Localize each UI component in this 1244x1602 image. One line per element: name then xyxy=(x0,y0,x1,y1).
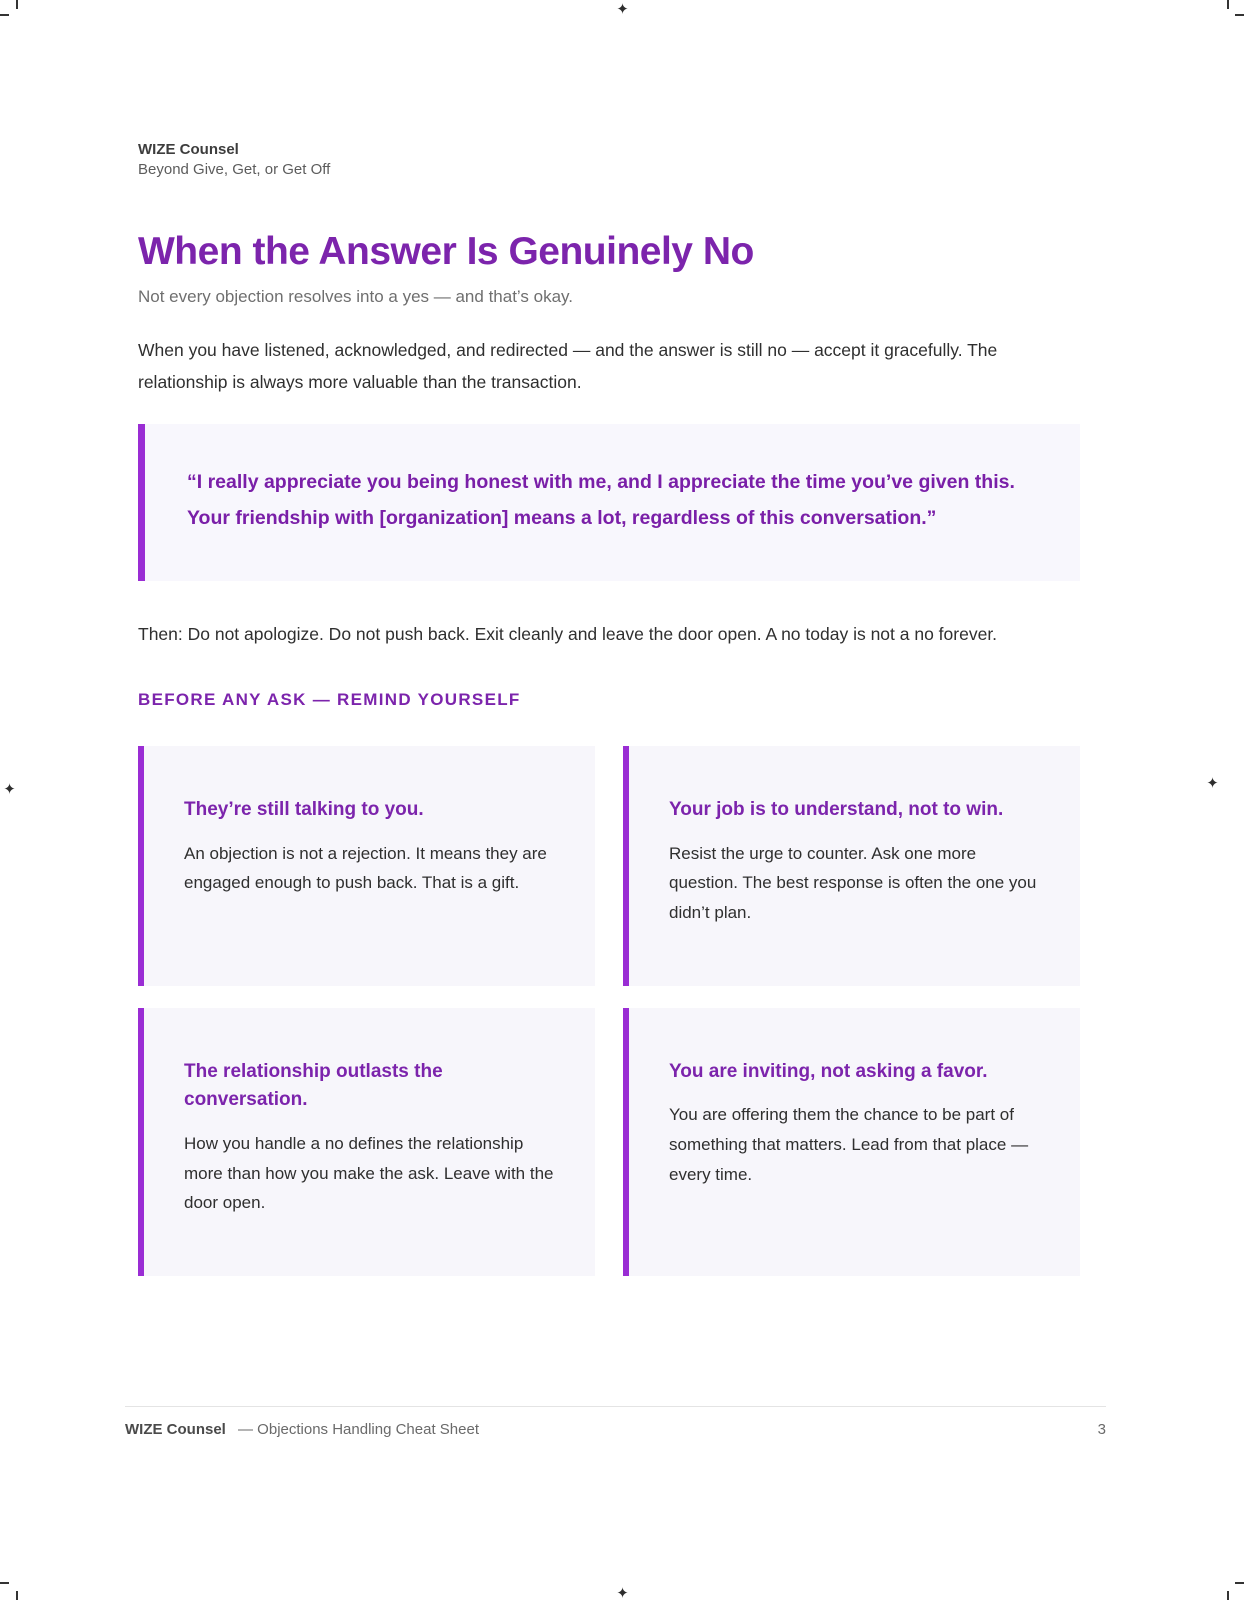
reminder-card-grid xyxy=(138,746,1080,1276)
page-content xyxy=(138,140,1080,1276)
card-body: How you handle a no defines the relationship more than how you make the ask. Leave with the door open. xyxy=(184,1133,554,1213)
registration-star-icon: ✦ xyxy=(616,1,629,18)
intro-paragraph: When you have listened, acknowledged, and redirected — and the answer is still no — accept it gracefully. The relationship is always more valuable than the transaction. xyxy=(138,340,998,392)
card-title: Your job is to understand, not to win. xyxy=(669,799,1004,821)
card-body: Resist the urge to counter. Ask one more question. The best response is often the one you didn’t plan. xyxy=(669,843,1037,923)
page-title: When the Answer Is Genuinely No xyxy=(138,229,754,273)
crop-mark-bottom-right-horizontal xyxy=(1235,1582,1244,1584)
crop-mark-top-left-horizontal xyxy=(0,14,9,16)
card-body: An objection is not a rejection. It means they are engaged enough to push back. That is a gift. xyxy=(184,843,547,893)
footer-doc-title: — Objections Handling Cheat Sheet xyxy=(238,1421,479,1438)
reminder-card xyxy=(623,746,1080,986)
footer-brand: WIZE Counsel xyxy=(125,1421,226,1438)
card-body: You are offering them the chance to be part of something that matters. Lead from that place — every time. xyxy=(669,1105,1029,1184)
quote-callout xyxy=(138,424,1080,580)
card-title: The relationship outlasts the conversation. xyxy=(184,1060,443,1111)
section-header: BEFORE ANY ASK — REMIND YOURSELF xyxy=(138,690,521,710)
reminder-card xyxy=(623,1008,1080,1276)
registration-star-icon: ✦ xyxy=(1206,775,1219,792)
crop-mark-bottom-right-vertical xyxy=(1227,1591,1229,1600)
page-subtitle: Not every objection resolves into a yes — and that’s okay. xyxy=(138,287,573,307)
page-footer xyxy=(125,1406,1106,1438)
after-quote-paragraph: Then: Do not apologize. Do not push back. Exit cleanly and leave the door open. A no today is not a no forever. xyxy=(138,623,998,644)
registration-star-icon: ✦ xyxy=(616,1585,629,1602)
quote-text: “I really appreciate you being honest with me, and I appreciate the time you’ve given this. Your friendship with [organization] means a lot, regardless of this conversation.” xyxy=(187,471,1015,530)
footer-left xyxy=(125,1421,479,1438)
footer-page-number: 3 xyxy=(1097,1421,1106,1438)
card-title: You are inviting, not asking a favor. xyxy=(669,1060,988,1082)
crop-mark-bottom-left-vertical xyxy=(16,1591,18,1600)
crop-mark-top-left-vertical xyxy=(16,0,18,9)
crop-mark-top-right-vertical xyxy=(1227,0,1229,9)
reminder-card xyxy=(138,746,595,986)
crop-mark-bottom-left-horizontal xyxy=(0,1582,9,1584)
brand-tagline: Beyond Give, Get, or Get Off xyxy=(138,161,331,179)
registration-star-icon: ✦ xyxy=(3,781,16,798)
reminder-card xyxy=(138,1008,595,1276)
card-title: They’re still talking to you. xyxy=(184,799,424,821)
crop-mark-top-right-horizontal xyxy=(1235,14,1244,16)
brand-name: WIZE Counsel xyxy=(138,141,239,158)
